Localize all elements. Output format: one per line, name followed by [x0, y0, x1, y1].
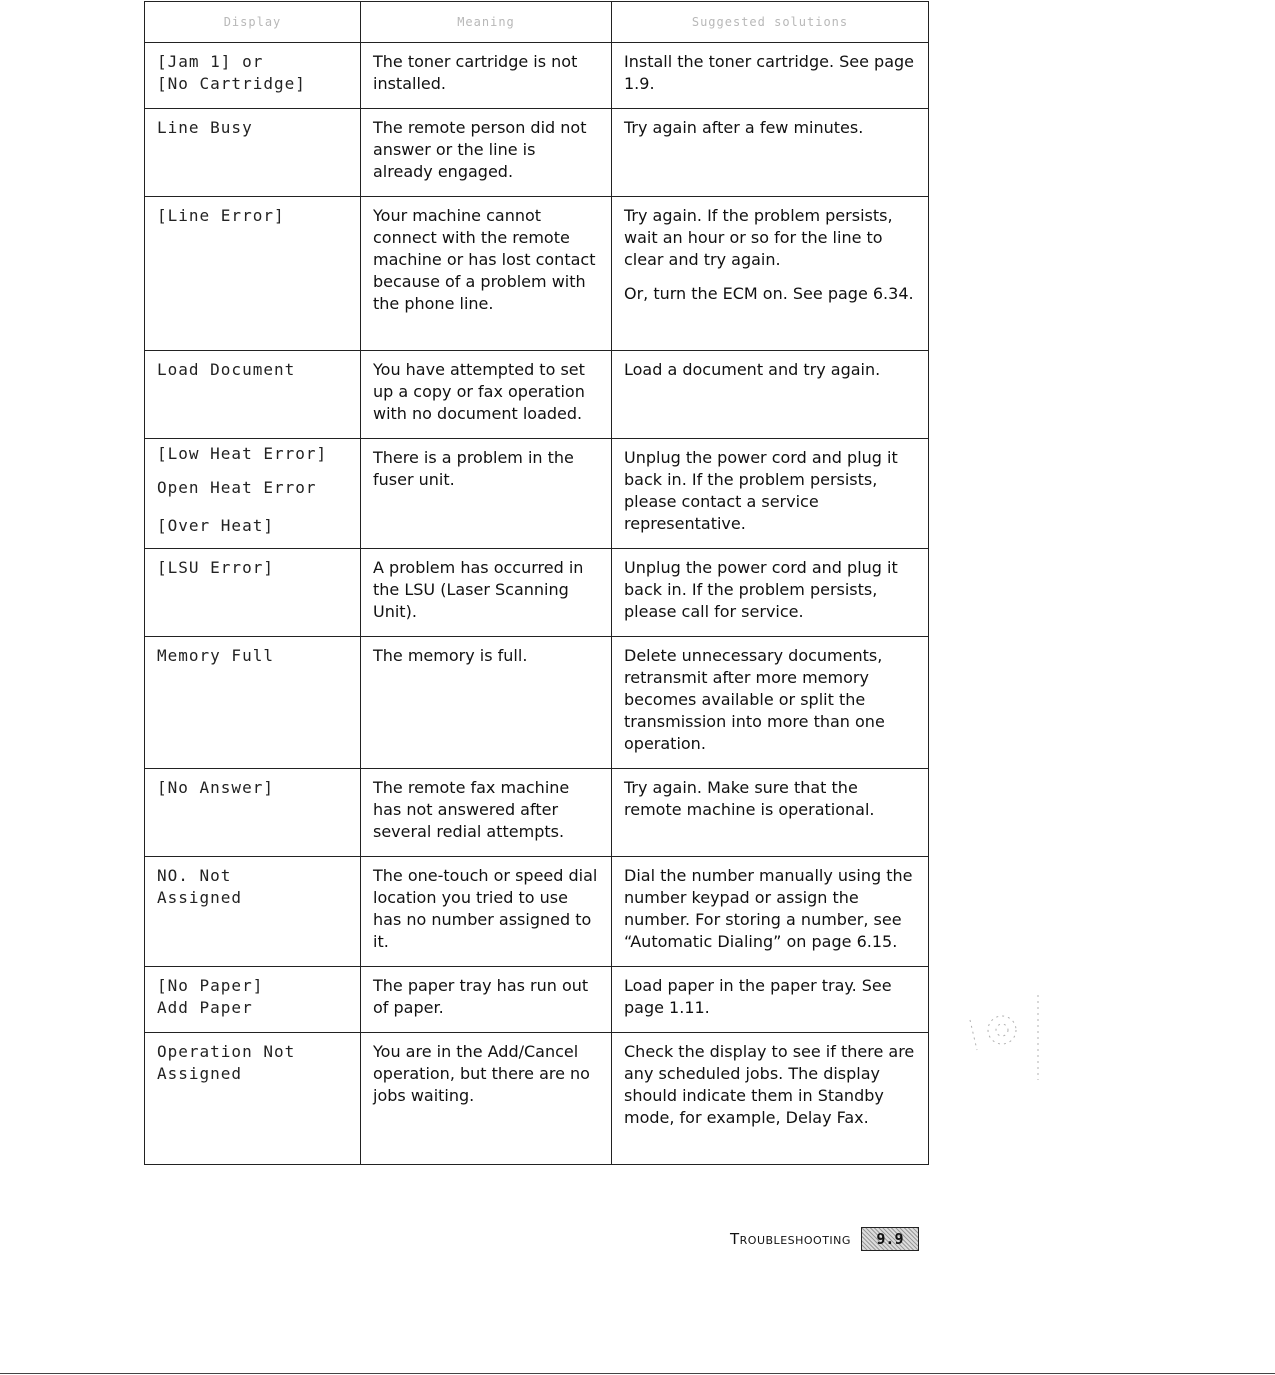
header-display: Display [145, 2, 361, 43]
display-message: [Jam 1] or [No Cartridge] [145, 43, 361, 109]
display-message: Line Busy [145, 109, 361, 197]
solution-text: Dial the number manually using the number keypad or assign the number. For storing a number, see “Automatic Dialing” on page 6.15. [612, 857, 929, 967]
meaning-text: The one-touch or speed dial location you tried to use has no number assigned to it. [361, 857, 612, 967]
solution-text: Try again. Make sure that the remote machine is operational. [612, 769, 929, 857]
display-message: Load Document [145, 351, 361, 439]
solution-text: Delete unnecessary documents, retransmit after more memory becomes available or split the transmission into more than one operation. [612, 637, 929, 769]
table-row [145, 967, 929, 1033]
display-message: [No Answer] [145, 769, 361, 857]
table-row [145, 109, 929, 197]
meaning-text: You have attempted to set up a copy or fax operation with no document loaded. [361, 351, 612, 439]
meaning-text: The memory is full. [361, 637, 612, 769]
troubleshooting-table [144, 1, 929, 1165]
meaning-text: You are in the Add/Cancel operation, but there are no jobs waiting. [361, 1033, 612, 1165]
table-row [145, 1033, 929, 1165]
page-footer [730, 1227, 919, 1251]
table-row [145, 857, 929, 967]
solution-text: Install the toner cartridge. See page 1.9. [612, 43, 929, 109]
solution-text: Try again after a few minutes. [612, 109, 929, 197]
solution-text: Try again. If the problem persists, wait an hour or so for the line to clear and try again. Or, turn the ECM on. See page 6.34. [612, 197, 929, 351]
table-row [145, 43, 929, 109]
display-message: [No Paper] Add Paper [145, 967, 361, 1033]
table-row [145, 637, 929, 769]
scan-artifact-icon [955, 990, 1050, 1090]
section-name: Troubleshooting [730, 1230, 851, 1248]
table-row [145, 351, 929, 439]
display-message: [Line Error] [145, 197, 361, 351]
table-row [145, 549, 929, 637]
table-header-row [145, 2, 929, 43]
bottom-divider [0, 1373, 1275, 1374]
display-message: NO. Not Assigned [145, 857, 361, 967]
meaning-text: The remote fax machine has not answered after several redial attempts. [361, 769, 612, 857]
solution-text: Check the display to see if there are any scheduled jobs. The display should indicate them in Standby mode, for example, Delay Fax. [612, 1033, 929, 1165]
display-message: Operation Not Assigned [145, 1033, 361, 1165]
meaning-text: The remote person did not answer or the line is already engaged. [361, 109, 612, 197]
meaning-text: The toner cartridge is not installed. [361, 43, 612, 109]
page-number: 9.9 [861, 1227, 919, 1251]
table-row [145, 439, 929, 549]
display-message: [LSU Error] [145, 549, 361, 637]
solution-text: Load a document and try again. [612, 351, 929, 439]
meaning-text: The paper tray has run out of paper. [361, 967, 612, 1033]
solution-text: Load paper in the paper tray. See page 1.11. [612, 967, 929, 1033]
header-solutions: Suggested solutions [612, 2, 929, 43]
solution-text: Unplug the power cord and plug it back in. If the problem persists, please contact a service representative. [612, 439, 929, 549]
meaning-text: A problem has occurred in the LSU (Laser Scanning Unit). [361, 549, 612, 637]
meaning-text: There is a problem in the fuser unit. [361, 439, 612, 549]
solution-text: Unplug the power cord and plug it back in. If the problem persists, please call for service. [612, 549, 929, 637]
header-meaning: Meaning [361, 2, 612, 43]
display-message: [Low Heat Error] Open Heat Error [Over Heat] [145, 439, 361, 549]
table-row [145, 769, 929, 857]
table-row [145, 197, 929, 351]
display-message: Memory Full [145, 637, 361, 769]
meaning-text: Your machine cannot connect with the remote machine or has lost contact because of a problem with the phone line. [361, 197, 612, 351]
